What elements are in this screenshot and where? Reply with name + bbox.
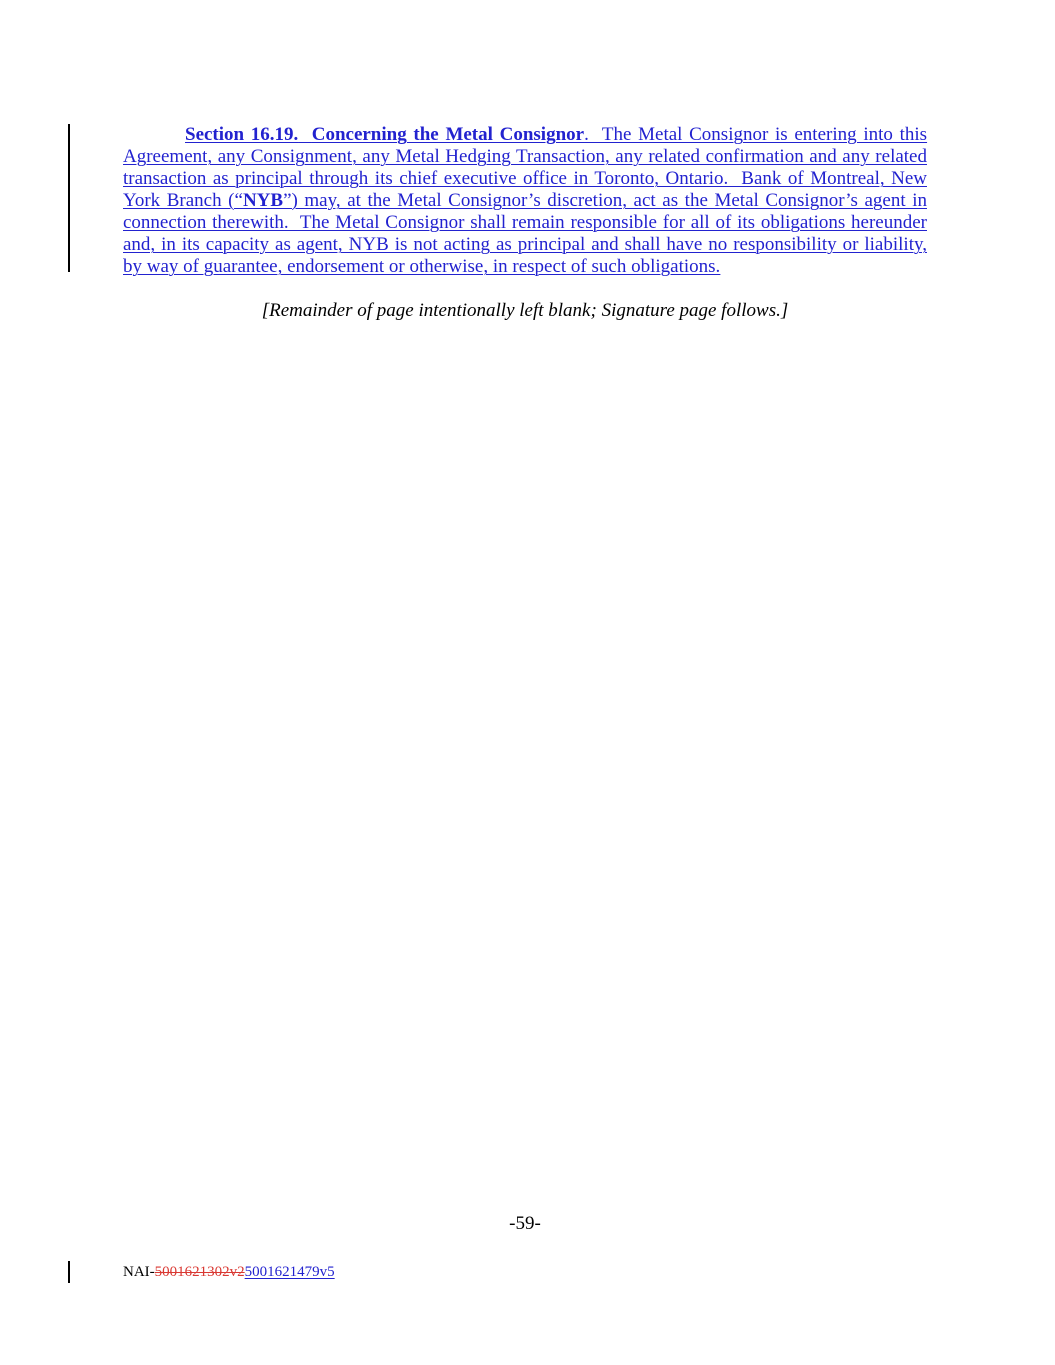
paragraph-text-a: . The Metal Consignor is entering into this Agreement, any Consignment, any Metal Hedging Transaction, any related confirmation and any related transaction as principal through its chief executive office in Toronto, Ontario. Bank of Montreal, New York Branch (“: [123, 124, 928, 211]
deleted-doc-id: 5001621302v2: [154, 1264, 245, 1280]
change-bar-footer: [68, 1261, 70, 1283]
section-title-heading: Concerning the Metal Consignor: [311, 124, 585, 145]
remainder-of-page-notice: [Remainder of page intentionally left blank; Signature page follows.]: [261, 300, 789, 321]
footer-prefix: NAI-: [123, 1264, 155, 1280]
page-number: -59-: [509, 1213, 541, 1234]
heading-spacer: [298, 124, 311, 145]
change-bar-paragraph: [68, 124, 70, 272]
document-id-footer: [123, 1263, 335, 1281]
section-16-19-paragraph: [123, 124, 927, 278]
section-number-heading: Section 16.19.: [185, 124, 299, 145]
defined-term-nyb: NYB: [242, 190, 284, 211]
paragraph-text-b: ”) may, at the Metal Consignor’s discretion, act as the Metal Consignor’s agent in connection therewith. The Metal Consignor shall remain responsible for all of its obligations hereunder and, in its capacity as agent, NYB is not acting as principal and shall have no responsibility or liability, by way of guarantee, endorsement or otherwise, in respect of such obligations.: [123, 190, 927, 277]
inserted-doc-id: 5001621479v5: [244, 1264, 335, 1280]
